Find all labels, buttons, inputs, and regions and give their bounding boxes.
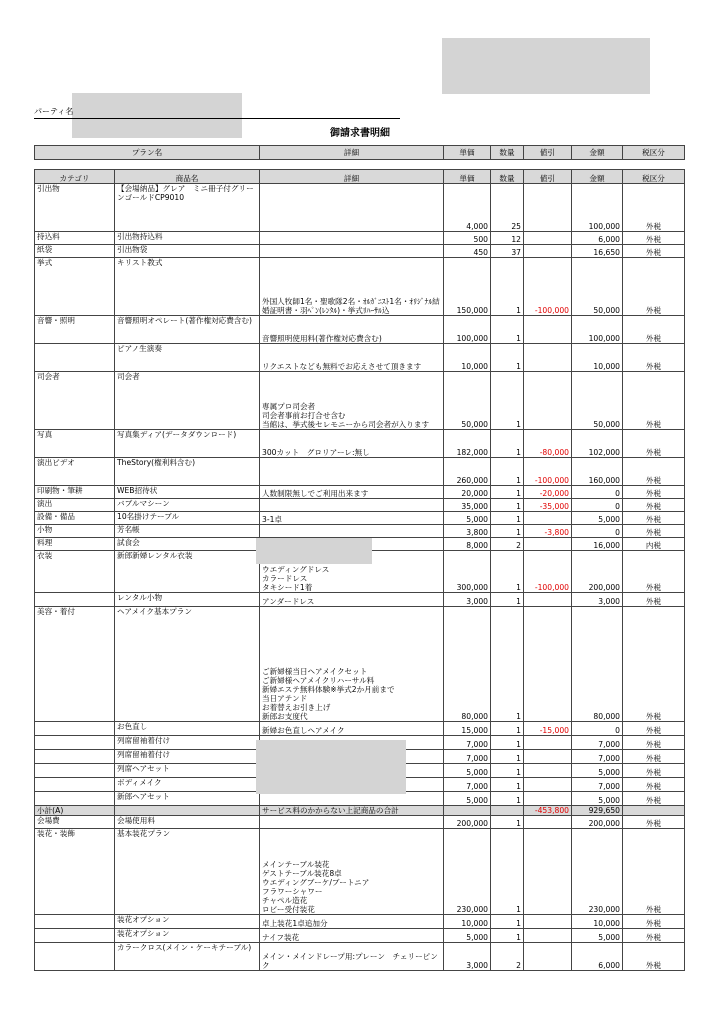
unit-price-cell: 8,000 (444, 538, 491, 551)
unit-price-cell (444, 806, 491, 816)
discount-cell (524, 792, 572, 806)
unit-price-cell: 5,000 (444, 512, 491, 525)
item-name-cell: 試食会 (115, 538, 260, 551)
qty-header: 数量 (491, 170, 524, 184)
category-cell: 挙式 (35, 258, 115, 316)
tax-cell: 内税 (623, 538, 685, 551)
qty-cell: 1 (491, 764, 524, 778)
table-row (35, 722, 685, 736)
table-row (35, 344, 685, 372)
tax-cell: 外税 (623, 232, 685, 245)
category-cell: 衣装 (35, 551, 115, 593)
category-cell (35, 778, 115, 792)
item-name-cell: 列席留袖着付け (115, 750, 260, 764)
category-cell: 演出 (35, 499, 115, 512)
unit-price-cell: 50,000 (444, 372, 491, 430)
discount-cell: -20,000 (524, 486, 572, 499)
amount-cell: 200,000 (572, 816, 623, 829)
unit-price-cell: 5,000 (444, 929, 491, 943)
item-name-cell: 10名掛けテーブル (115, 512, 260, 525)
qty-cell: 1 (491, 525, 524, 538)
qty-cell: 1 (491, 829, 524, 915)
unit-price-cell: 5,000 (444, 764, 491, 778)
discount-cell: -100,000 (524, 258, 572, 316)
table-row (35, 458, 685, 486)
amount-cell: 200,000 (572, 551, 623, 593)
category-cell (35, 344, 115, 372)
item-name-cell: 会場使用料 (115, 816, 260, 829)
table-row (35, 512, 685, 525)
item-name-cell: ピアノ生演奏 (115, 344, 260, 372)
unit-price-cell: 4,000 (444, 184, 491, 232)
tax-cell: 外税 (623, 593, 685, 607)
unit-price-cell: 3,000 (444, 593, 491, 607)
discount-cell (524, 245, 572, 258)
detail-cell: 外国人牧師1名・聖歌隊2名・ｵﾙｶﾞﾆｽﾄ1名・ｵﾘｼﾞﾅﾙ結婚証明書・羽ﾍﾟﾝ(ﾚﾝﾀﾙ)・挙式ﾘﾊｰｻﾙ込 (260, 258, 444, 316)
item-name-cell: バブルマシーン (115, 499, 260, 512)
item-name-cell: 司会者 (115, 372, 260, 430)
detail-cell (260, 816, 444, 829)
qty-cell: 1 (491, 258, 524, 316)
detail-cell: ご新婦様当日ヘアメイクセット ご新婦様ヘアメイクリハーサル料 新婦エステ無料体験※挙式2か月前まで 当日アテンド お着替えお引き上げ 新郎お支度代 (260, 607, 444, 722)
unit-price-cell: 260,000 (444, 458, 491, 486)
amount-cell: 100,000 (572, 184, 623, 232)
category-cell: 持込料 (35, 232, 115, 245)
category-cell: 引出物 (35, 184, 115, 232)
qty-cell: 1 (491, 486, 524, 499)
table-row (35, 316, 685, 344)
tax-cell: 外税 (623, 915, 685, 929)
unit-price-cell: 15,000 (444, 722, 491, 736)
plan-tax-header: 税区分 (623, 146, 685, 160)
category-cell: 司会者 (35, 372, 115, 430)
table-row (35, 486, 685, 499)
plan-detail-header: 詳細 (260, 146, 444, 160)
qty-cell: 1 (491, 750, 524, 764)
discount-cell (524, 538, 572, 551)
amount-cell: 7,000 (572, 778, 623, 792)
detail-cell: 卓上装花1卓追加分 (260, 915, 444, 929)
table-row (35, 499, 685, 512)
detail-cell (260, 525, 444, 538)
item-name-cell (115, 806, 260, 816)
category-cell: 設備・備品 (35, 512, 115, 525)
tax-cell: 外税 (623, 344, 685, 372)
amount-cell: 0 (572, 525, 623, 538)
item-name-cell: お色直し (115, 722, 260, 736)
unit-price-cell: 35,000 (444, 499, 491, 512)
qty-cell: 12 (491, 232, 524, 245)
tax-cell: 外税 (623, 792, 685, 806)
category-cell (35, 750, 115, 764)
amount-cell: 929,650 (572, 806, 623, 816)
discount-cell (524, 512, 572, 525)
category-cell: 紙袋 (35, 245, 115, 258)
discount-cell (524, 316, 572, 344)
category-cell (35, 943, 115, 971)
amount-cell: 10,000 (572, 344, 623, 372)
amount-cell: 160,000 (572, 458, 623, 486)
amount-cell: 0 (572, 499, 623, 512)
item-name-cell: 新郎新婦レンタル衣装 (115, 551, 260, 593)
category-cell (35, 764, 115, 778)
amount-cell: 0 (572, 486, 623, 499)
unit-price-cell: 80,000 (444, 607, 491, 722)
detail-cell: ナイフ装花 (260, 929, 444, 943)
discount-cell (524, 232, 572, 245)
unit-price-cell: 10,000 (444, 915, 491, 929)
qty-cell: 1 (491, 551, 524, 593)
detail-cell: 新婦お色直しヘアメイク (260, 722, 444, 736)
tax-header: 税区分 (623, 170, 685, 184)
discount-cell (524, 344, 572, 372)
category-cell (35, 736, 115, 750)
amount-cell: 6,000 (572, 943, 623, 971)
detail-cell (260, 184, 444, 232)
item-name-cell: WEB招待状 (115, 486, 260, 499)
amount-cell: 16,650 (572, 245, 623, 258)
tax-cell: 外税 (623, 816, 685, 829)
category-cell: 印刷物・筆耕 (35, 486, 115, 499)
unit-price-cell: 5,000 (444, 792, 491, 806)
discount-cell (524, 829, 572, 915)
detail-cell: 人数制限無しでご利用出来ます (260, 486, 444, 499)
detail-header: 詳細 (260, 170, 444, 184)
tax-cell: 外税 (623, 512, 685, 525)
discount-cell (524, 915, 572, 929)
unit-price-cell: 230,000 (444, 829, 491, 915)
discount-header: 値引 (524, 170, 572, 184)
discount-cell: -15,000 (524, 722, 572, 736)
amount-cell: 102,000 (572, 430, 623, 458)
category-cell (35, 722, 115, 736)
unit-price-cell: 450 (444, 245, 491, 258)
redacted-party-name (72, 93, 242, 138)
discount-cell (524, 816, 572, 829)
item-name-cell: カラークロス(メイン・ケーキテーブル) (115, 943, 260, 971)
amount-cell: 230,000 (572, 829, 623, 915)
table-row (35, 430, 685, 458)
item-name-cell: キリスト教式 (115, 258, 260, 316)
category-cell (35, 915, 115, 929)
tax-cell: 外税 (623, 736, 685, 750)
tax-cell: 外税 (623, 829, 685, 915)
redacted-tasting-detail (256, 538, 372, 564)
tax-cell: 外税 (623, 430, 685, 458)
tax-cell: 外税 (623, 525, 685, 538)
detail-cell: リクエストなども無料でお応えさせて頂きます (260, 344, 444, 372)
item-name-cell: ヘアメイク基本プラン (115, 607, 260, 722)
unit-price-cell: 150,000 (444, 258, 491, 316)
discount-cell (524, 929, 572, 943)
item-name-cell: 基本装花プラン (115, 829, 260, 915)
qty-cell: 1 (491, 458, 524, 486)
qty-cell: 1 (491, 915, 524, 929)
table-row (35, 245, 685, 258)
table-row (35, 232, 685, 245)
tax-cell (623, 806, 685, 816)
plan-header-table (34, 145, 685, 160)
qty-cell: 1 (491, 607, 524, 722)
qty-cell: 1 (491, 792, 524, 806)
amount-cell: 5,000 (572, 792, 623, 806)
amount-cell: 80,000 (572, 607, 623, 722)
item-name-cell: 装花オプション (115, 915, 260, 929)
amount-cell: 100,000 (572, 316, 623, 344)
discount-cell (524, 593, 572, 607)
tax-cell: 外税 (623, 184, 685, 232)
item-name-cell: 列席ヘアセット (115, 764, 260, 778)
redacted-block-top (442, 38, 650, 94)
tax-cell: 外税 (623, 551, 685, 593)
item-name-cell: TheStory(権利料含む) (115, 458, 260, 486)
amount-cell: 10,000 (572, 915, 623, 929)
item-name-cell: 【会場納品】グレア ミニ冊子付グリーンゴールドCP9010 (115, 184, 260, 232)
unit-price-cell: 300,000 (444, 551, 491, 593)
qty-cell: 1 (491, 736, 524, 750)
tax-cell: 外税 (623, 372, 685, 430)
qty-cell: 25 (491, 184, 524, 232)
tax-cell: 外税 (623, 943, 685, 971)
discount-cell: -100,000 (524, 551, 572, 593)
subtotal-row (35, 806, 685, 816)
detail-cell (260, 499, 444, 512)
detail-cell: 音響照明使用料(著作権対応費含む) (260, 316, 444, 344)
unit-price-header: 単価 (444, 170, 491, 184)
item-name-cell: 引出物袋 (115, 245, 260, 258)
detail-cell: ウエディングドレス カラードレス タキシード1着 (260, 551, 444, 593)
table-row (35, 829, 685, 915)
tax-cell: 外税 (623, 764, 685, 778)
category-cell (35, 792, 115, 806)
tax-cell: 外税 (623, 722, 685, 736)
qty-cell (491, 806, 524, 816)
discount-cell (524, 764, 572, 778)
detail-cell: メインテーブル装花 ゲストテーブル装花8卓 ウエディングブーケ/ブートニア フラワーシャワー チャペル造花 ロビー受付装花 (260, 829, 444, 915)
unit-price-cell: 20,000 (444, 486, 491, 499)
category-cell: 小物 (35, 525, 115, 538)
item-name-cell: 音響照明オペレート(著作権対応費含む) (115, 316, 260, 344)
amount-cell: 5,000 (572, 929, 623, 943)
category-cell: 美容・着付 (35, 607, 115, 722)
plan-name-header: プラン名 (35, 146, 260, 160)
item-name-cell: 新郎ヘアセット (115, 792, 260, 806)
amount-cell: 0 (572, 722, 623, 736)
table-row (35, 915, 685, 929)
category-header: カテゴリ (35, 170, 115, 184)
qty-cell: 1 (491, 512, 524, 525)
amount-cell: 5,000 (572, 512, 623, 525)
unit-price-cell: 10,000 (444, 344, 491, 372)
table-row (35, 929, 685, 943)
unit-price-cell: 100,000 (444, 316, 491, 344)
unit-price-cell: 182,000 (444, 430, 491, 458)
qty-cell: 1 (491, 722, 524, 736)
unit-price-cell: 3,000 (444, 943, 491, 971)
qty-cell: 1 (491, 430, 524, 458)
detail-cell (260, 458, 444, 486)
category-cell: 会場費 (35, 816, 115, 829)
tax-cell: 外税 (623, 458, 685, 486)
amount-cell: 50,000 (572, 372, 623, 430)
table-row (35, 525, 685, 538)
discount-cell (524, 750, 572, 764)
amount-cell: 50,000 (572, 258, 623, 316)
discount-cell (524, 372, 572, 430)
plan-qty-header: 数量 (491, 146, 524, 160)
tax-cell: 外税 (623, 750, 685, 764)
amount-header: 金額 (572, 170, 623, 184)
party-name-label: パーティ名 (34, 107, 74, 116)
redacted-kitsuke-details (256, 740, 406, 794)
item-name-cell: ボディメイク (115, 778, 260, 792)
tax-cell: 外税 (623, 499, 685, 512)
category-cell: 料理 (35, 538, 115, 551)
discount-cell: -35,000 (524, 499, 572, 512)
document-title: 御請求書明細 (330, 128, 390, 139)
item-name-cell: 列席留袖着付け (115, 736, 260, 750)
table-row (35, 184, 685, 232)
discount-cell (524, 778, 572, 792)
unit-price-cell: 7,000 (444, 736, 491, 750)
table-row (35, 607, 685, 722)
plan-discount-header: 値引 (524, 146, 572, 160)
item-name-cell: 芳名帳 (115, 525, 260, 538)
tax-cell: 外税 (623, 245, 685, 258)
amount-cell: 3,000 (572, 593, 623, 607)
discount-cell: -3,800 (524, 525, 572, 538)
qty-cell: 1 (491, 778, 524, 792)
detail-cell: サービス料のかからない上記商品の合計 (260, 806, 444, 816)
plan-amount-header: 金額 (572, 146, 623, 160)
amount-cell: 6,000 (572, 232, 623, 245)
discount-cell: -100,000 (524, 458, 572, 486)
amount-cell: 7,000 (572, 736, 623, 750)
table-row (35, 593, 685, 607)
tax-cell: 外税 (623, 778, 685, 792)
discount-cell (524, 607, 572, 722)
tax-cell: 外税 (623, 486, 685, 499)
item-name-cell: 装花オプション (115, 929, 260, 943)
item-name-header: 商品名 (115, 170, 260, 184)
detail-cell: メイン・メインドレープ用:プレーン チェリーピンク (260, 943, 444, 971)
qty-cell: 1 (491, 499, 524, 512)
table-row (35, 816, 685, 829)
tax-cell: 外税 (623, 929, 685, 943)
table-row (35, 372, 685, 430)
category-cell: 演出ビデオ (35, 458, 115, 486)
unit-price-cell: 200,000 (444, 816, 491, 829)
discount-cell (524, 736, 572, 750)
unit-price-cell: 7,000 (444, 778, 491, 792)
category-cell: 写真 (35, 430, 115, 458)
qty-cell: 2 (491, 538, 524, 551)
table-row (35, 258, 685, 316)
tax-cell: 外税 (623, 258, 685, 316)
discount-cell: -80,000 (524, 430, 572, 458)
detail-cell (260, 245, 444, 258)
qty-cell: 1 (491, 929, 524, 943)
item-name-cell: 写真集ディア(データダウンロード) (115, 430, 260, 458)
invoice-detail-table (34, 169, 685, 971)
detail-cell: 専属プロ司会者 司会者事前お打合せ含む 当館は、挙式後セレモニーから司会者が入ります (260, 372, 444, 430)
qty-cell: 2 (491, 943, 524, 971)
discount-cell (524, 943, 572, 971)
detail-cell: アンダードレス (260, 593, 444, 607)
detail-cell: 3-1卓 (260, 512, 444, 525)
item-name-cell: 引出物持込料 (115, 232, 260, 245)
item-name-cell: レンタル小物 (115, 593, 260, 607)
plan-unit-price-header: 単価 (444, 146, 491, 160)
category-cell (35, 929, 115, 943)
category-cell: 小計(A) (35, 806, 115, 816)
discount-cell (524, 184, 572, 232)
qty-cell: 1 (491, 372, 524, 430)
category-cell (35, 593, 115, 607)
qty-cell: 1 (491, 593, 524, 607)
tax-cell: 外税 (623, 316, 685, 344)
tax-cell: 外税 (623, 607, 685, 722)
party-name-underline (34, 118, 400, 119)
qty-cell: 1 (491, 816, 524, 829)
amount-cell: 7,000 (572, 750, 623, 764)
qty-cell: 1 (491, 344, 524, 372)
qty-cell: 37 (491, 245, 524, 258)
discount-cell: -453,800 (524, 806, 572, 816)
detail-cell (260, 232, 444, 245)
category-cell: 装花・装飾 (35, 829, 115, 915)
amount-cell: 5,000 (572, 764, 623, 778)
table-row (35, 943, 685, 971)
unit-price-cell: 3,800 (444, 525, 491, 538)
amount-cell: 16,000 (572, 538, 623, 551)
detail-cell: 300カット グロリアーレ:無し (260, 430, 444, 458)
unit-price-cell: 7,000 (444, 750, 491, 764)
category-cell: 音響・照明 (35, 316, 115, 344)
unit-price-cell: 500 (444, 232, 491, 245)
qty-cell: 1 (491, 316, 524, 344)
